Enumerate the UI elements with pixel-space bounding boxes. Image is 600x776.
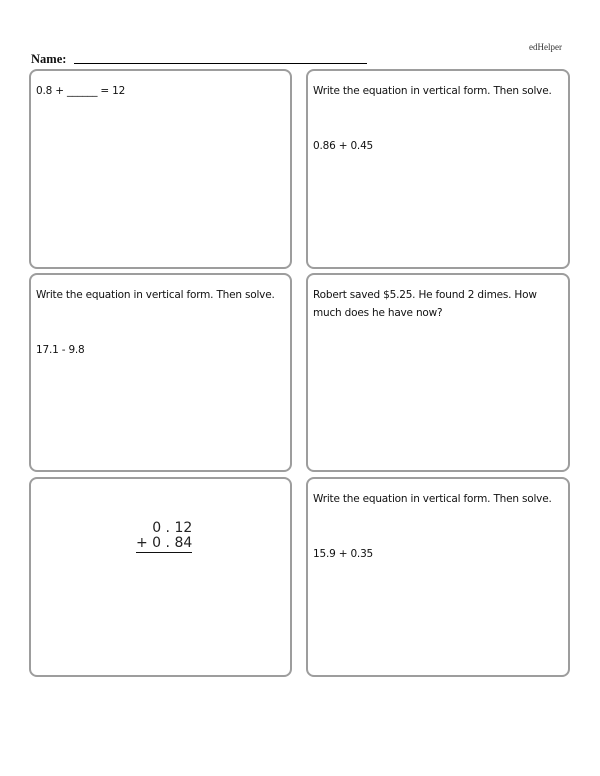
problem-card-4 — [306, 273, 570, 472]
problem-card-6 — [306, 477, 570, 677]
name-line — [74, 63, 367, 64]
brand-label: edHelper — [529, 42, 562, 52]
name-label: Name: — [31, 52, 67, 66]
problem-card-2 — [306, 69, 570, 269]
problem-card-3 — [29, 273, 292, 472]
problem-5-vertical — [136, 521, 192, 553]
problem-5-vertical-bottom: + 0 . 84 — [136, 535, 193, 551]
problem-6-expression: 15.9 + 0.35 — [313, 548, 374, 560]
problem-3-expression: 17.1 - 9.8 — [36, 344, 85, 356]
problem-4-prompt: Robert saved $5.25. He found 2 dimes. How much does he have now? — [313, 289, 537, 319]
problem-3-prompt: Write the equation in vertical form. Then solve. — [36, 289, 275, 301]
problem-5-vertical-top: 0 . 12 — [152, 520, 193, 536]
name-row — [31, 52, 367, 67]
problem-2-expression: 0.86 + 0.45 — [313, 140, 374, 152]
problem-2-prompt: Write the equation in vertical form. Then solve. — [313, 85, 552, 97]
problem-1-equation: 0.8 + ______ = 12 — [36, 85, 126, 97]
problem-card-1 — [29, 69, 292, 269]
problem-6-prompt: Write the equation in vertical form. Then solve. — [313, 493, 552, 505]
problem-card-5 — [29, 477, 292, 677]
